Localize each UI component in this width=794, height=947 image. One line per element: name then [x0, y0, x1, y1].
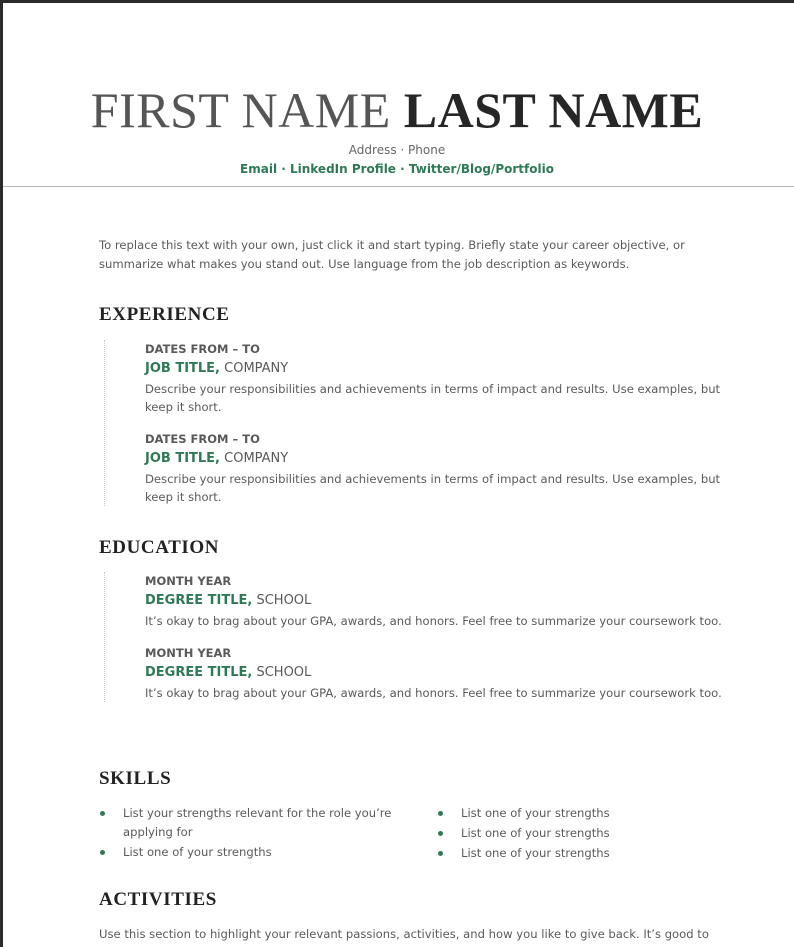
entry-role[interactable]	[145, 448, 724, 469]
entry-role[interactable]	[145, 358, 724, 379]
entry-description[interactable]: Describe your responsibilities and achievements in terms of impact and results. Use examples, but keep it short.	[145, 472, 721, 504]
activities-heading[interactable]: ACTIVITIES	[99, 889, 217, 910]
school-name[interactable]: SCHOOL	[252, 665, 312, 680]
objective-text[interactable]: To replace this text with your own, just click it and start typing. Briefly state your career objective, or summarize what makes you stand out. Use language from the job description as keywords.	[99, 238, 685, 271]
skill-text[interactable]: List one of your strengths	[461, 826, 610, 840]
skill-item[interactable]	[437, 844, 677, 863]
entry-role[interactable]	[145, 590, 724, 611]
entry-description[interactable]: It’s okay to brag about your GPA, awards, and honors. Feel free to summarize your coursework too.	[145, 614, 722, 628]
experience-list	[104, 340, 724, 506]
degree-title[interactable]: DEGREE TITLE,	[145, 665, 253, 680]
skill-text[interactable]: List one of your strengths	[123, 845, 272, 859]
skill-item[interactable]	[437, 824, 677, 843]
entry-role[interactable]	[145, 662, 724, 683]
skill-text[interactable]: List one of your strengths	[461, 846, 610, 860]
skill-text[interactable]: List one of your strengths	[461, 806, 610, 820]
experience-entry	[145, 340, 724, 416]
experience-entry	[145, 430, 724, 506]
entry-dates[interactable]: MONTH YEAR	[145, 574, 232, 588]
education-entry	[145, 572, 724, 630]
bullet-dot-icon	[438, 831, 443, 836]
skills-list-left	[99, 804, 419, 863]
bullet-dot-icon	[100, 811, 105, 816]
entry-description[interactable]: Describe your responsibilities and achievements in terms of impact and results. Use examples, but keep it short.	[145, 382, 721, 414]
job-title[interactable]: JOB TITLE,	[145, 451, 220, 466]
skills-list-right	[437, 804, 677, 864]
activities-text[interactable]: Use this section to highlight your relevant passions, activities, and how you like to give back. It’s good to	[99, 927, 709, 941]
entry-description[interactable]: It’s okay to brag about your GPA, awards, and honors. Feel free to summarize your coursework too.	[145, 686, 722, 700]
skill-item[interactable]	[99, 843, 419, 862]
contact-line[interactable]: Address · Phone	[348, 143, 446, 157]
school-name[interactable]: SCHOOL	[252, 593, 312, 608]
skills-heading[interactable]: SKILLS	[99, 768, 172, 789]
bullet-dot-icon	[438, 851, 443, 856]
skill-item[interactable]	[99, 804, 419, 842]
education-list	[104, 572, 724, 702]
full-name[interactable]	[0, 80, 794, 140]
job-title[interactable]: JOB TITLE,	[145, 361, 220, 376]
experience-heading[interactable]: EXPERIENCE	[99, 304, 230, 325]
company-name[interactable]: COMPANY	[220, 361, 289, 376]
page-border-top	[0, 0, 794, 3]
company-name[interactable]: COMPANY	[220, 451, 289, 466]
entry-dates[interactable]: DATES FROM – TO	[145, 342, 260, 356]
bullet-dot-icon	[100, 850, 105, 855]
entry-dates[interactable]: MONTH YEAR	[145, 646, 232, 660]
resume-header	[0, 80, 794, 177]
education-heading[interactable]: EDUCATION	[99, 537, 220, 558]
first-name[interactable]: FIRST NAME	[90, 82, 391, 138]
degree-title[interactable]: DEGREE TITLE,	[145, 593, 253, 608]
skill-text[interactable]: List your strengths relevant for the role you’re applying for	[123, 806, 392, 839]
skill-item[interactable]	[437, 804, 677, 823]
education-entry	[145, 644, 724, 702]
bullet-dot-icon	[438, 811, 443, 816]
header-divider	[3, 186, 794, 187]
last-name[interactable]: LAST NAME	[403, 82, 704, 138]
entry-dates[interactable]: DATES FROM – TO	[145, 432, 260, 446]
links-line[interactable]: Email · LinkedIn Profile · Twitter/Blog/Portfolio	[240, 162, 554, 176]
